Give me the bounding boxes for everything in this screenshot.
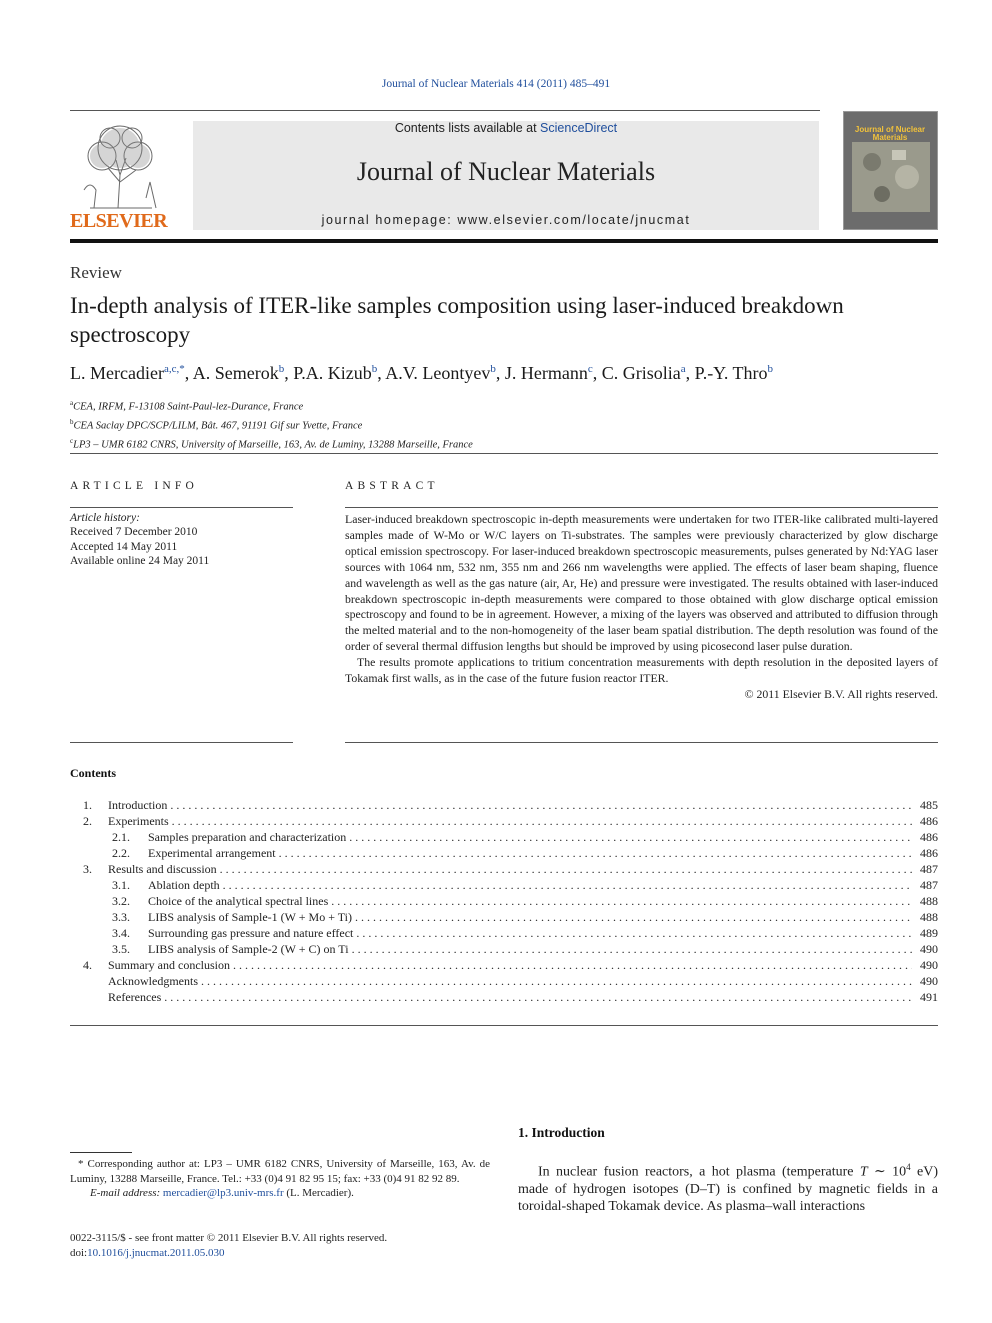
introduction-heading: 1. Introduction [518, 1125, 605, 1140]
front-matter [70, 1231, 490, 1260]
abstract-rule [345, 507, 938, 508]
author-list: L. Mercadier$^{a,c,*}$, A. Semerok$^b$, P.A. Kizub$^b$, A.V. Leontyev$^b$, J. Hermann$^c$, C. Grisolia$^a$, P.-Y. Thro$^b$ [70, 363, 774, 383]
toc-entry[interactable]: 3. Results and discussion . . . 487 [70, 861, 938, 877]
abstract-bottom-rule [345, 742, 938, 743]
toc-entry[interactable]: 3.4. Surrounding gas pressure and nature effect . . . 489 [70, 925, 938, 941]
author-affil-marker[interactable]: b [767, 363, 774, 375]
abstract-body [345, 512, 938, 703]
affiliation: $^a$CEA, IRFM, F-13108 Saint-Paul-lez-Durance, France [70, 399, 304, 413]
toc-entry[interactable]: Acknowledgments . . . 490 [70, 973, 938, 989]
sciencedirect-link[interactable]: ScienceDirect [540, 121, 618, 135]
contents-rule [70, 1025, 938, 1026]
author[interactable]: P.A. Kizub [293, 363, 372, 383]
contents-heading: Contents [70, 766, 117, 780]
received-date: Received 7 December 2010 [70, 526, 198, 539]
toc-entry[interactable]: 2.1. Samples preparation and characterization . . . 486 [70, 829, 938, 845]
corresponding-author-text: * Corresponding author at: LP3 – UMR 6182 CNRS, University of Marseille, 163, Av. de Luminy, 13288 Marseille, France. Tel.: +33 (0)4 91 82 95 15; fax: +33 (0)4 91 82 92 89. [70, 1158, 490, 1185]
toc-entry[interactable]: References . . . 491 [70, 989, 938, 1005]
toc-entry[interactable]: 3.5. LIBS analysis of Sample-2 (W + C) on Ti . . . 490 [70, 941, 938, 957]
article-info-bottom-rule [70, 742, 293, 743]
author[interactable]: A. Semerok [192, 363, 279, 383]
corresponding-author-footnote [70, 1157, 490, 1201]
abstract-paragraph: Laser-induced breakdown spectroscopic in-depth measurements were undertaken for two ITER-like calibrated multi-layered samples made of W-Mo or W/C layers on Ti-substrates. The samples were previously characterized by glow discharge optical emission spectroscopy. For laser-induced breakdown spectroscopic measurements, pulses generated by Nd:YAG laser sources with 1064 nm, 532 nm, 355 nm and 266 nm wavelengths were applied. The effects of laser beam shaping, fluence and wavelength as well as the gas nature (air, Ar, He) and pressure were investigated. The results obtained with laser-induced breakdown spectroscopic in-depth measurements were compared to those obtained with glow discharge optical emission spectroscopy and found to be in agreement. However, a mixing of the layers was observed and attributed to diffusion through the melted material and to the non-homogeneity of the laser beam spatial distribution. The depth resolution was found of the order of several thermal diffusion lengths but should be improved by using picosecond laser pulse duration. [345, 512, 938, 654]
accepted-date: Accepted 14 May 2011 [70, 540, 178, 553]
author[interactable]: P.-Y. Thro [694, 363, 768, 383]
elsevier-wordmark: ELSEVIER [70, 210, 168, 232]
journal-homepage[interactable]: journal homepage: www.elsevier.com/locate/jnucmat [321, 213, 691, 227]
author-affil-marker[interactable]: b [490, 363, 496, 375]
affiliation: $^b$CEA Saclay DPC/SCP/LILM, Bât. 467, 91191 Gif sur Yvette, France [70, 418, 363, 432]
author[interactable]: A.V. Leontyev [385, 363, 491, 383]
doi-line: doi:10.1016/j.jnucmat.2011.05.030 [70, 1246, 225, 1259]
copyright-notice: © 2011 Elsevier B.V. All rights reserved. [744, 686, 938, 701]
header-thick-rule [70, 239, 938, 243]
email-line: E-mail address: mercadier@lp3.univ-mrs.fr (L. Mercadier). [90, 1187, 354, 1199]
email-link[interactable]: mercadier@lp3.univ-mrs.fr [162, 1187, 284, 1199]
toc-entry[interactable]: 3.2. Choice of the analytical spectral lines . . . 488 [70, 893, 938, 909]
cover-title: Journal of Nuclear Materials [854, 125, 926, 142]
journal-title: Journal of Nuclear Materials [356, 157, 656, 186]
front-matter-line: 0022-3115/$ - see front matter © 2011 Elsevier B.V. All rights reserved. [70, 1232, 388, 1244]
author[interactable]: L. Mercadier [70, 363, 164, 383]
toc-entry[interactable]: 2.2. Experimental arrangement . . . 486 [70, 845, 938, 861]
table-of-contents [70, 797, 938, 1005]
toc-entry[interactable]: 1. Introduction . . . 485 [70, 797, 938, 813]
footnote-rule [70, 1152, 132, 1153]
article-type: Review [70, 263, 122, 282]
journal-reference[interactable]: Journal of Nuclear Materials 414 (2011) 485–491 [381, 78, 611, 90]
introduction-text: In nuclear fusion reactors, a hot plasma (temperature T ∼ $10^4$ eV) made of hydrogen isotopes (D–T) is confined by magnetic fields in a toroidal-shaped Tokamak device. As plasma–wall interactions [518, 1162, 938, 1214]
article-info-rule [70, 507, 293, 508]
author-affil-marker[interactable]: a,c,* [163, 363, 185, 375]
cover-image-icon [852, 142, 930, 212]
toc-entry[interactable]: 2. Experiments . . . 486 [70, 813, 938, 829]
affiliations [70, 396, 770, 453]
toc-entry[interactable]: 3.3. LIBS analysis of Sample-1 (W + Mo + Ti) . . . 488 [70, 909, 938, 925]
author[interactable]: J. Hermann [504, 363, 588, 383]
abstract-paragraph: The results promote applications to tritium concentration measurements with depth resolution in the deposited layers of Tokamak first walls, as in the case of the future fusion reactor ITER. [345, 655, 938, 686]
online-date: Available online 24 May 2011 [70, 554, 210, 567]
journal-cover-thumbnail [843, 111, 938, 230]
author-affil-marker[interactable]: c [587, 363, 593, 375]
header-rule [70, 110, 820, 111]
affiliation: $^c$LP3 – UMR 6182 CNRS, University of Marseille, 163, Av. de Luminy, 13288 Marseille, France [70, 437, 473, 451]
author-affil-marker[interactable]: b [278, 363, 285, 375]
author-affil-marker[interactable]: a [680, 363, 686, 375]
article-history [70, 511, 293, 568]
doi-link[interactable]: 10.1016/j.jnucmat.2011.05.030 [87, 1246, 225, 1259]
abstract-heading: ABSTRACT [345, 480, 439, 492]
toc-entry[interactable]: 4. Summary and conclusion . . . 490 [70, 957, 938, 973]
article-info-heading: ARTICLE INFO [70, 480, 198, 492]
article-title: In-depth analysis of ITER-like samples composition using laser-induced breakdown spectroscopy [70, 293, 844, 347]
contents-available-line: Contents lists available at ScienceDirect [394, 121, 618, 135]
author[interactable]: C. Grisolia [601, 363, 681, 383]
section-rule [70, 453, 938, 454]
toc-entry[interactable]: 3.1. Ablation depth . . . 487 [70, 877, 938, 893]
elsevier-tree-logo-icon [70, 120, 172, 210]
history-label: Article history: [70, 512, 140, 524]
author-affil-marker[interactable]: b [371, 363, 378, 375]
